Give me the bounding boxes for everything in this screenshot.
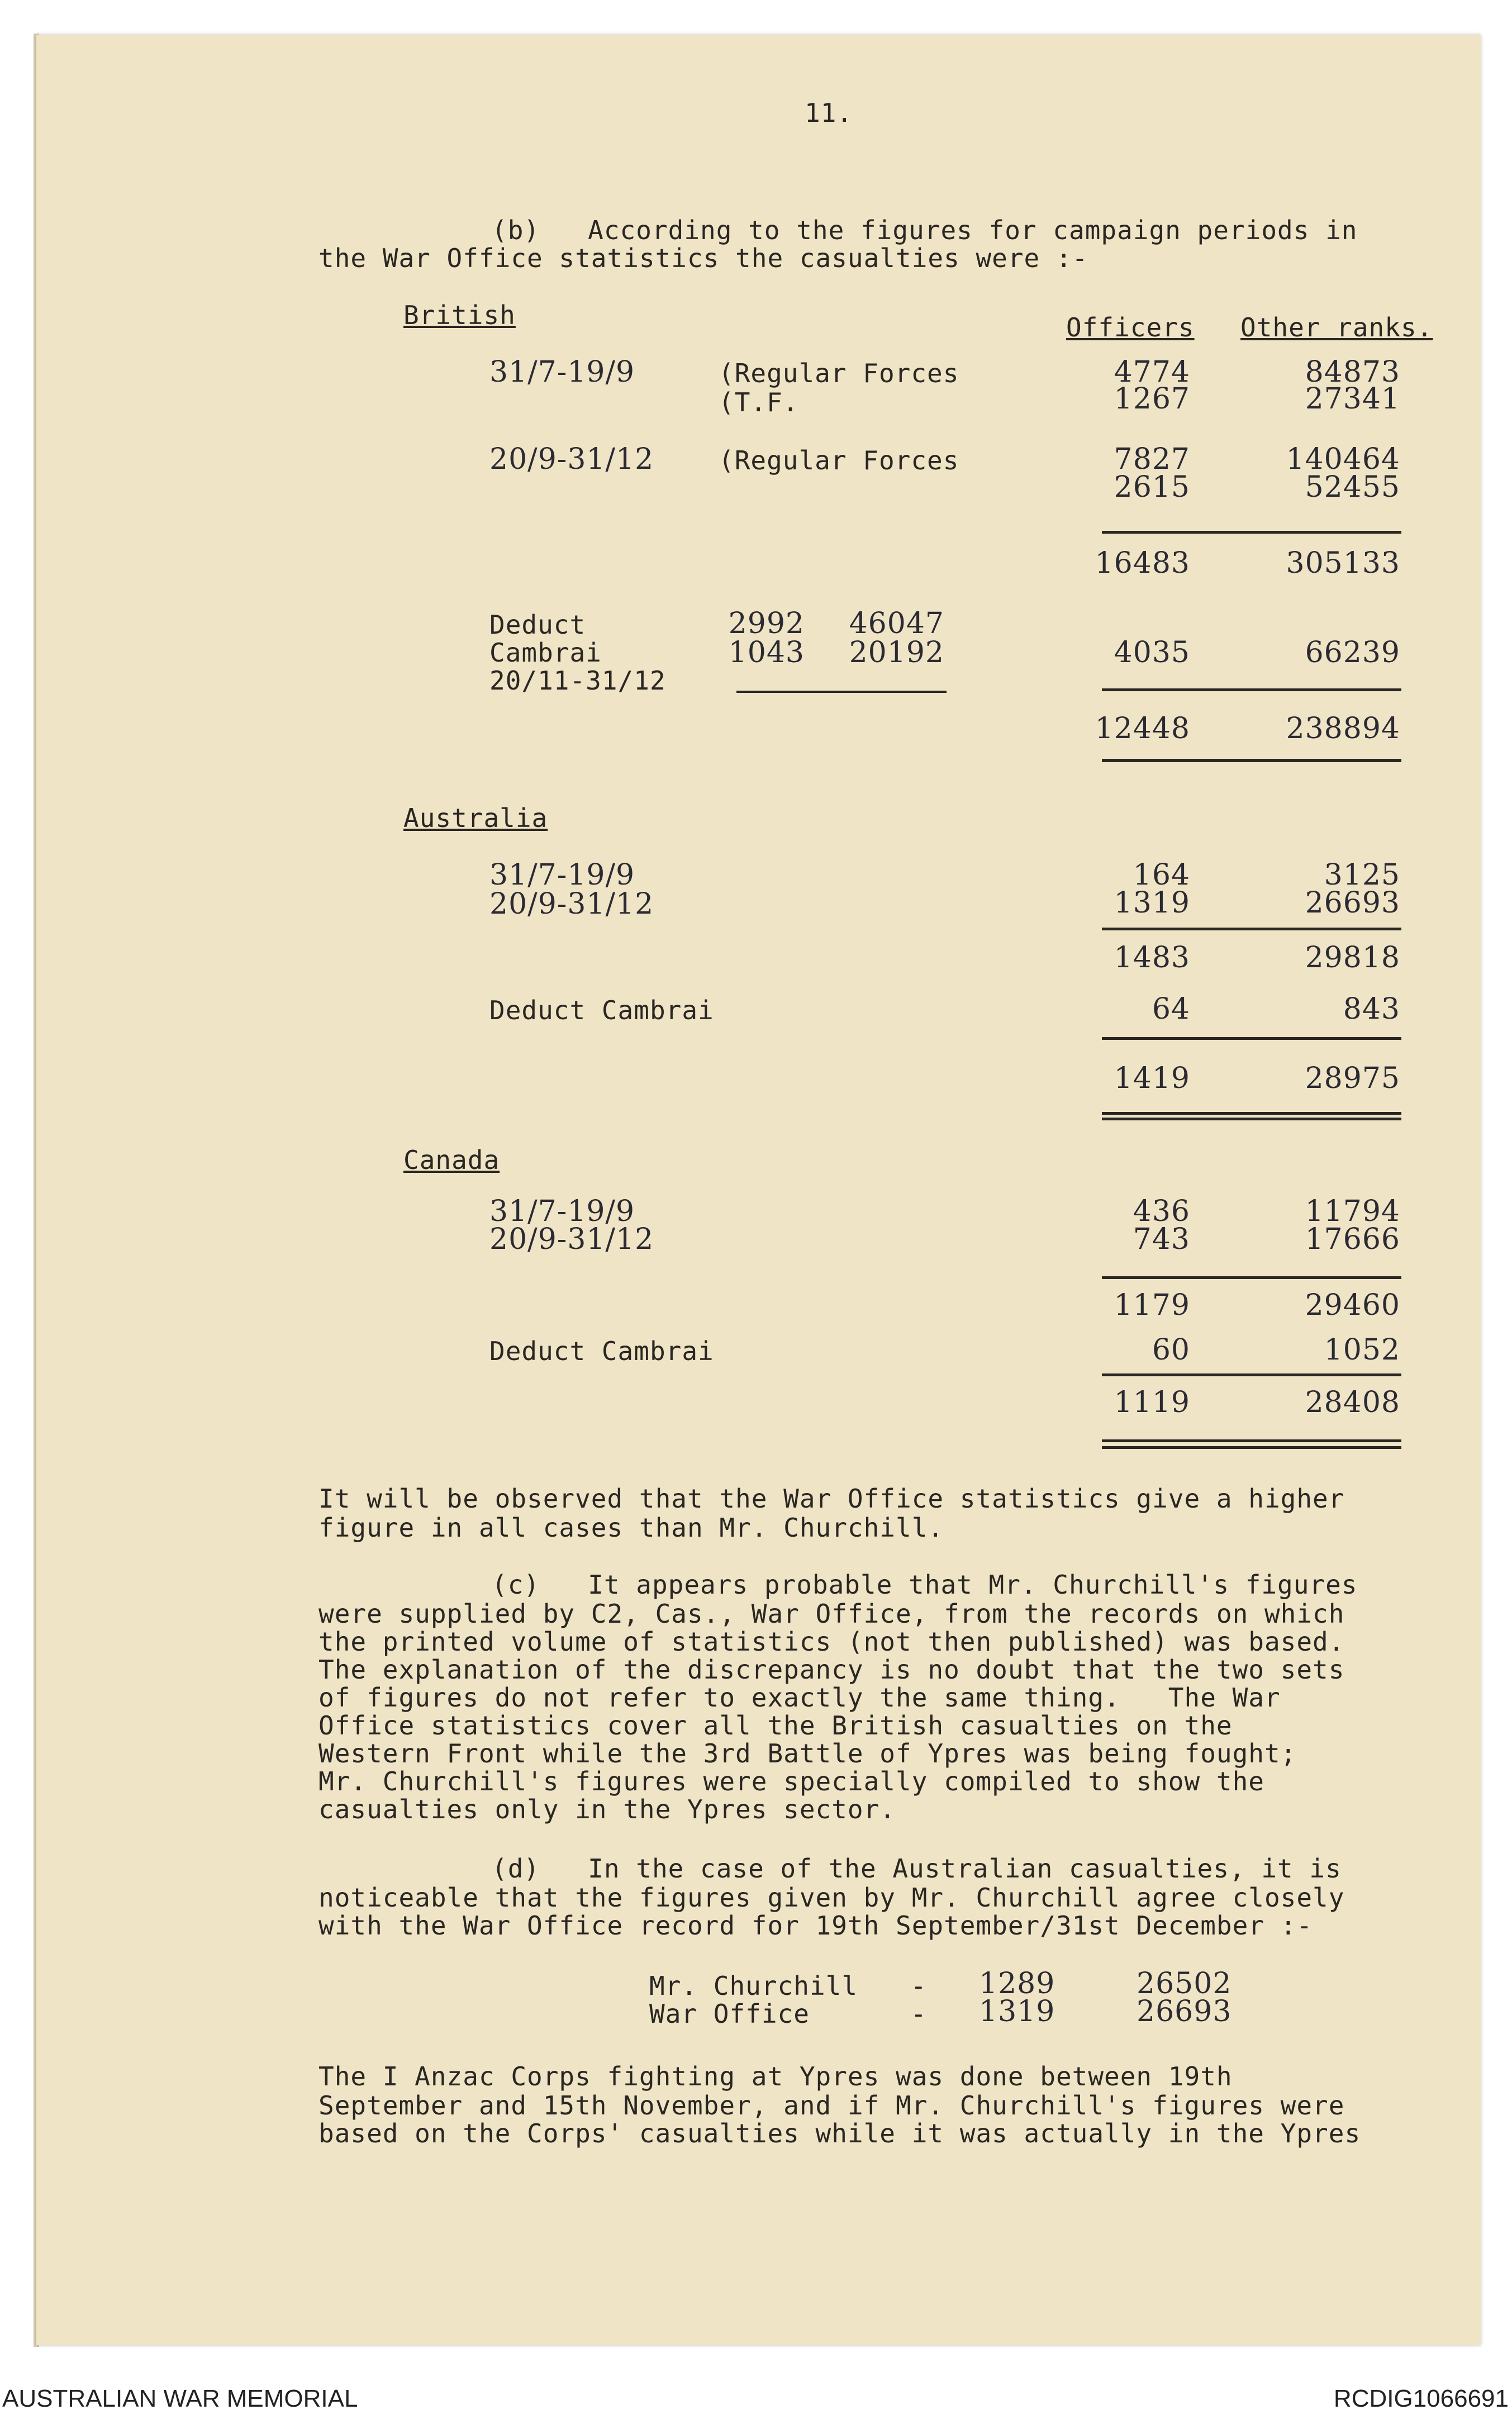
british-p2-label: (Regular Forces [719,445,959,476]
british-p1-officers-1: 4774 [1114,355,1190,389]
canada-ranks-2: 17666 [1305,1223,1400,1256]
british-regular-forces-label: (Regular Forces [719,358,959,388]
british-cambrai-a2: 1043 [728,636,805,669]
british-cambrai-a1: 2992 [728,607,805,640]
australia-total-officers: 1483 [1114,941,1190,975]
british-p1-officers-2: 1267 [1114,382,1190,416]
page-number: 11. [805,98,853,128]
australia-officers-1: 164 [1133,858,1190,892]
canada-ranks-1: 11794 [1305,1195,1400,1228]
footer-institution: AUSTRALIAN WAR MEMORIAL [2,2385,358,2412]
canada-period-1: 31/7-19/9 [489,1195,635,1228]
australia-ranks-2: 26693 [1305,886,1400,920]
para-c-line-7: Western Front while the 3rd Battle of Ypres was being fought; [318,1738,1297,1769]
canada-deduct-rule [1102,1373,1401,1376]
para-c-line-1: (c) It appears probable that Mr. Churchill's figures [492,1570,1358,1600]
british-cambrai-label: Cambrai [489,638,602,668]
australia-officers-2: 1319 [1114,886,1190,920]
british-deduct-label: Deduct [489,610,586,640]
australia-deduct-label: Deduct Cambrai [489,995,714,1025]
british-cambrai-b1: 46047 [849,607,944,640]
british-total-ranks: 305133 [1286,546,1400,580]
canada-period-2: 20/9-31/12 [489,1223,654,1256]
para-d-line-2: noticeable that the figures given by Mr. Churchill agree closely [318,1883,1345,1913]
australia-ranks-1: 3125 [1324,858,1400,892]
british-p1-ranks-1: 84873 [1305,355,1400,389]
officers-column-header: Officers [1066,312,1195,343]
canada-total-officers: 1179 [1114,1289,1190,1322]
comparison-war-office-officers: 1319 [979,1995,1055,2028]
para-c-line-9: casualties only in the Ypres sector. [318,1794,896,1824]
para-c-line-3: the printed volume of statistics (not then published) was based. [318,1627,1345,1657]
para-c-line-4: The explanation of the discrepancy is no doubt that the two sets [318,1655,1345,1685]
para-d-line-3: with the War Office record for 19th September/31st December :- [318,1910,1313,1941]
canada-final-rule-2 [1102,1446,1401,1449]
british-final-rule [1102,759,1401,762]
australia-final-ranks: 28975 [1305,1062,1400,1095]
para-e-line-1: The I Anzac Corps fighting at Ypres was done between 19th [318,2061,1233,2092]
australia-period-2: 20/9-31/12 [489,887,654,921]
australia-final-rule-2 [1102,1118,1401,1120]
para-c-line-2: were supplied by C2, Cas., War Office, from the records on which [318,1599,1345,1629]
observation-line-1: It will be observed that the War Office statistics give a higher [318,1484,1345,1514]
comparison-war-office-ranks: 26693 [1137,1995,1232,2028]
british-heading: British [403,300,516,330]
australia-final-officers: 1419 [1114,1062,1190,1095]
british-period-1: 31/7-19/9 [489,355,635,389]
canada-officers-2: 743 [1133,1223,1190,1256]
comparison-churchill-ranks: 26502 [1137,1967,1232,2000]
british-total-officers: 16483 [1095,546,1190,580]
british-p2-ranks-1: 140464 [1286,443,1400,476]
para-e-line-3: based on the Corps' casualties while it was actually in the Ypres [318,2118,1361,2149]
british-cambrai-dates: 20/11-31/12 [489,666,666,696]
other-ranks-column-header: Other ranks. [1240,312,1433,343]
british-deduct-ranks: 66239 [1305,636,1400,669]
australia-total-ranks: 29818 [1305,941,1400,975]
canada-total-ranks: 29460 [1305,1289,1400,1322]
british-cambrai-b2: 20192 [849,636,944,669]
comparison-churchill-label: Mr. Churchill [649,1971,858,2001]
footer-record-id: RCDIG1066691 [1333,2385,1509,2412]
para-b-line-2: the War Office statistics the casualties were :- [318,243,1088,273]
para-e-line-2: September and 15th November, and if Mr. Churchill's figures were [318,2090,1345,2121]
canada-final-rule-1 [1102,1439,1401,1442]
british-period-2: 20/9-31/12 [489,443,654,476]
australia-final-rule-1 [1102,1112,1401,1115]
canada-heading: Canada [403,1145,500,1175]
comparison-war-office-dash: - [911,1999,927,2029]
australia-deduct-officers: 64 [1152,992,1190,1026]
australia-period-1: 31/7-19/9 [489,858,635,892]
canada-final-ranks: 28408 [1305,1386,1400,1419]
canada-deduct-ranks: 1052 [1324,1333,1400,1367]
australia-heading: Australia [403,803,548,833]
canada-deduct-officers: 60 [1152,1333,1190,1367]
para-c-line-5: of figures do not refer to exactly the same thing. The War [318,1682,1281,1713]
canada-final-officers: 1119 [1114,1386,1190,1419]
para-d-line-1: (d) In the case of the Australian casualties, it is [492,1853,1342,1884]
observation-line-2: figure in all cases than Mr. Churchill. [318,1513,944,1543]
canada-officers-1: 436 [1133,1195,1190,1228]
comparison-war-office-label: War Office [649,1999,810,2029]
canada-deduct-label: Deduct Cambrai [489,1336,714,1366]
canada-subtotal-rule [1102,1276,1401,1279]
british-tf-label: (T.F. [719,387,799,417]
comparison-churchill-officers: 1289 [979,1967,1055,2000]
british-p2-officers-2: 2615 [1114,470,1190,504]
para-c-line-6: Office statistics cover all the British casualties on the [318,1710,1233,1741]
british-cambrai-rule [736,691,947,693]
comparison-churchill-dash: - [911,1971,927,2001]
para-b-line-1: (b) According to the figures for campaign periods in [492,215,1358,245]
british-subtotal-rule [1102,531,1401,534]
british-p1-ranks-2: 27341 [1305,382,1400,416]
british-p2-officers-1: 7827 [1114,443,1190,476]
australia-deduct-rule [1102,1037,1401,1040]
australia-deduct-ranks: 843 [1343,992,1400,1026]
british-final-officers: 12448 [1095,712,1190,745]
british-final-ranks: 238894 [1286,712,1400,745]
british-deduct-officers: 4035 [1114,636,1190,669]
para-c-line-8: Mr. Churchill's figures were specially compiled to show the [318,1766,1264,1796]
australia-subtotal-rule [1102,928,1401,930]
british-deduct-rule [1102,688,1401,691]
british-p2-ranks-2: 52455 [1305,470,1400,504]
